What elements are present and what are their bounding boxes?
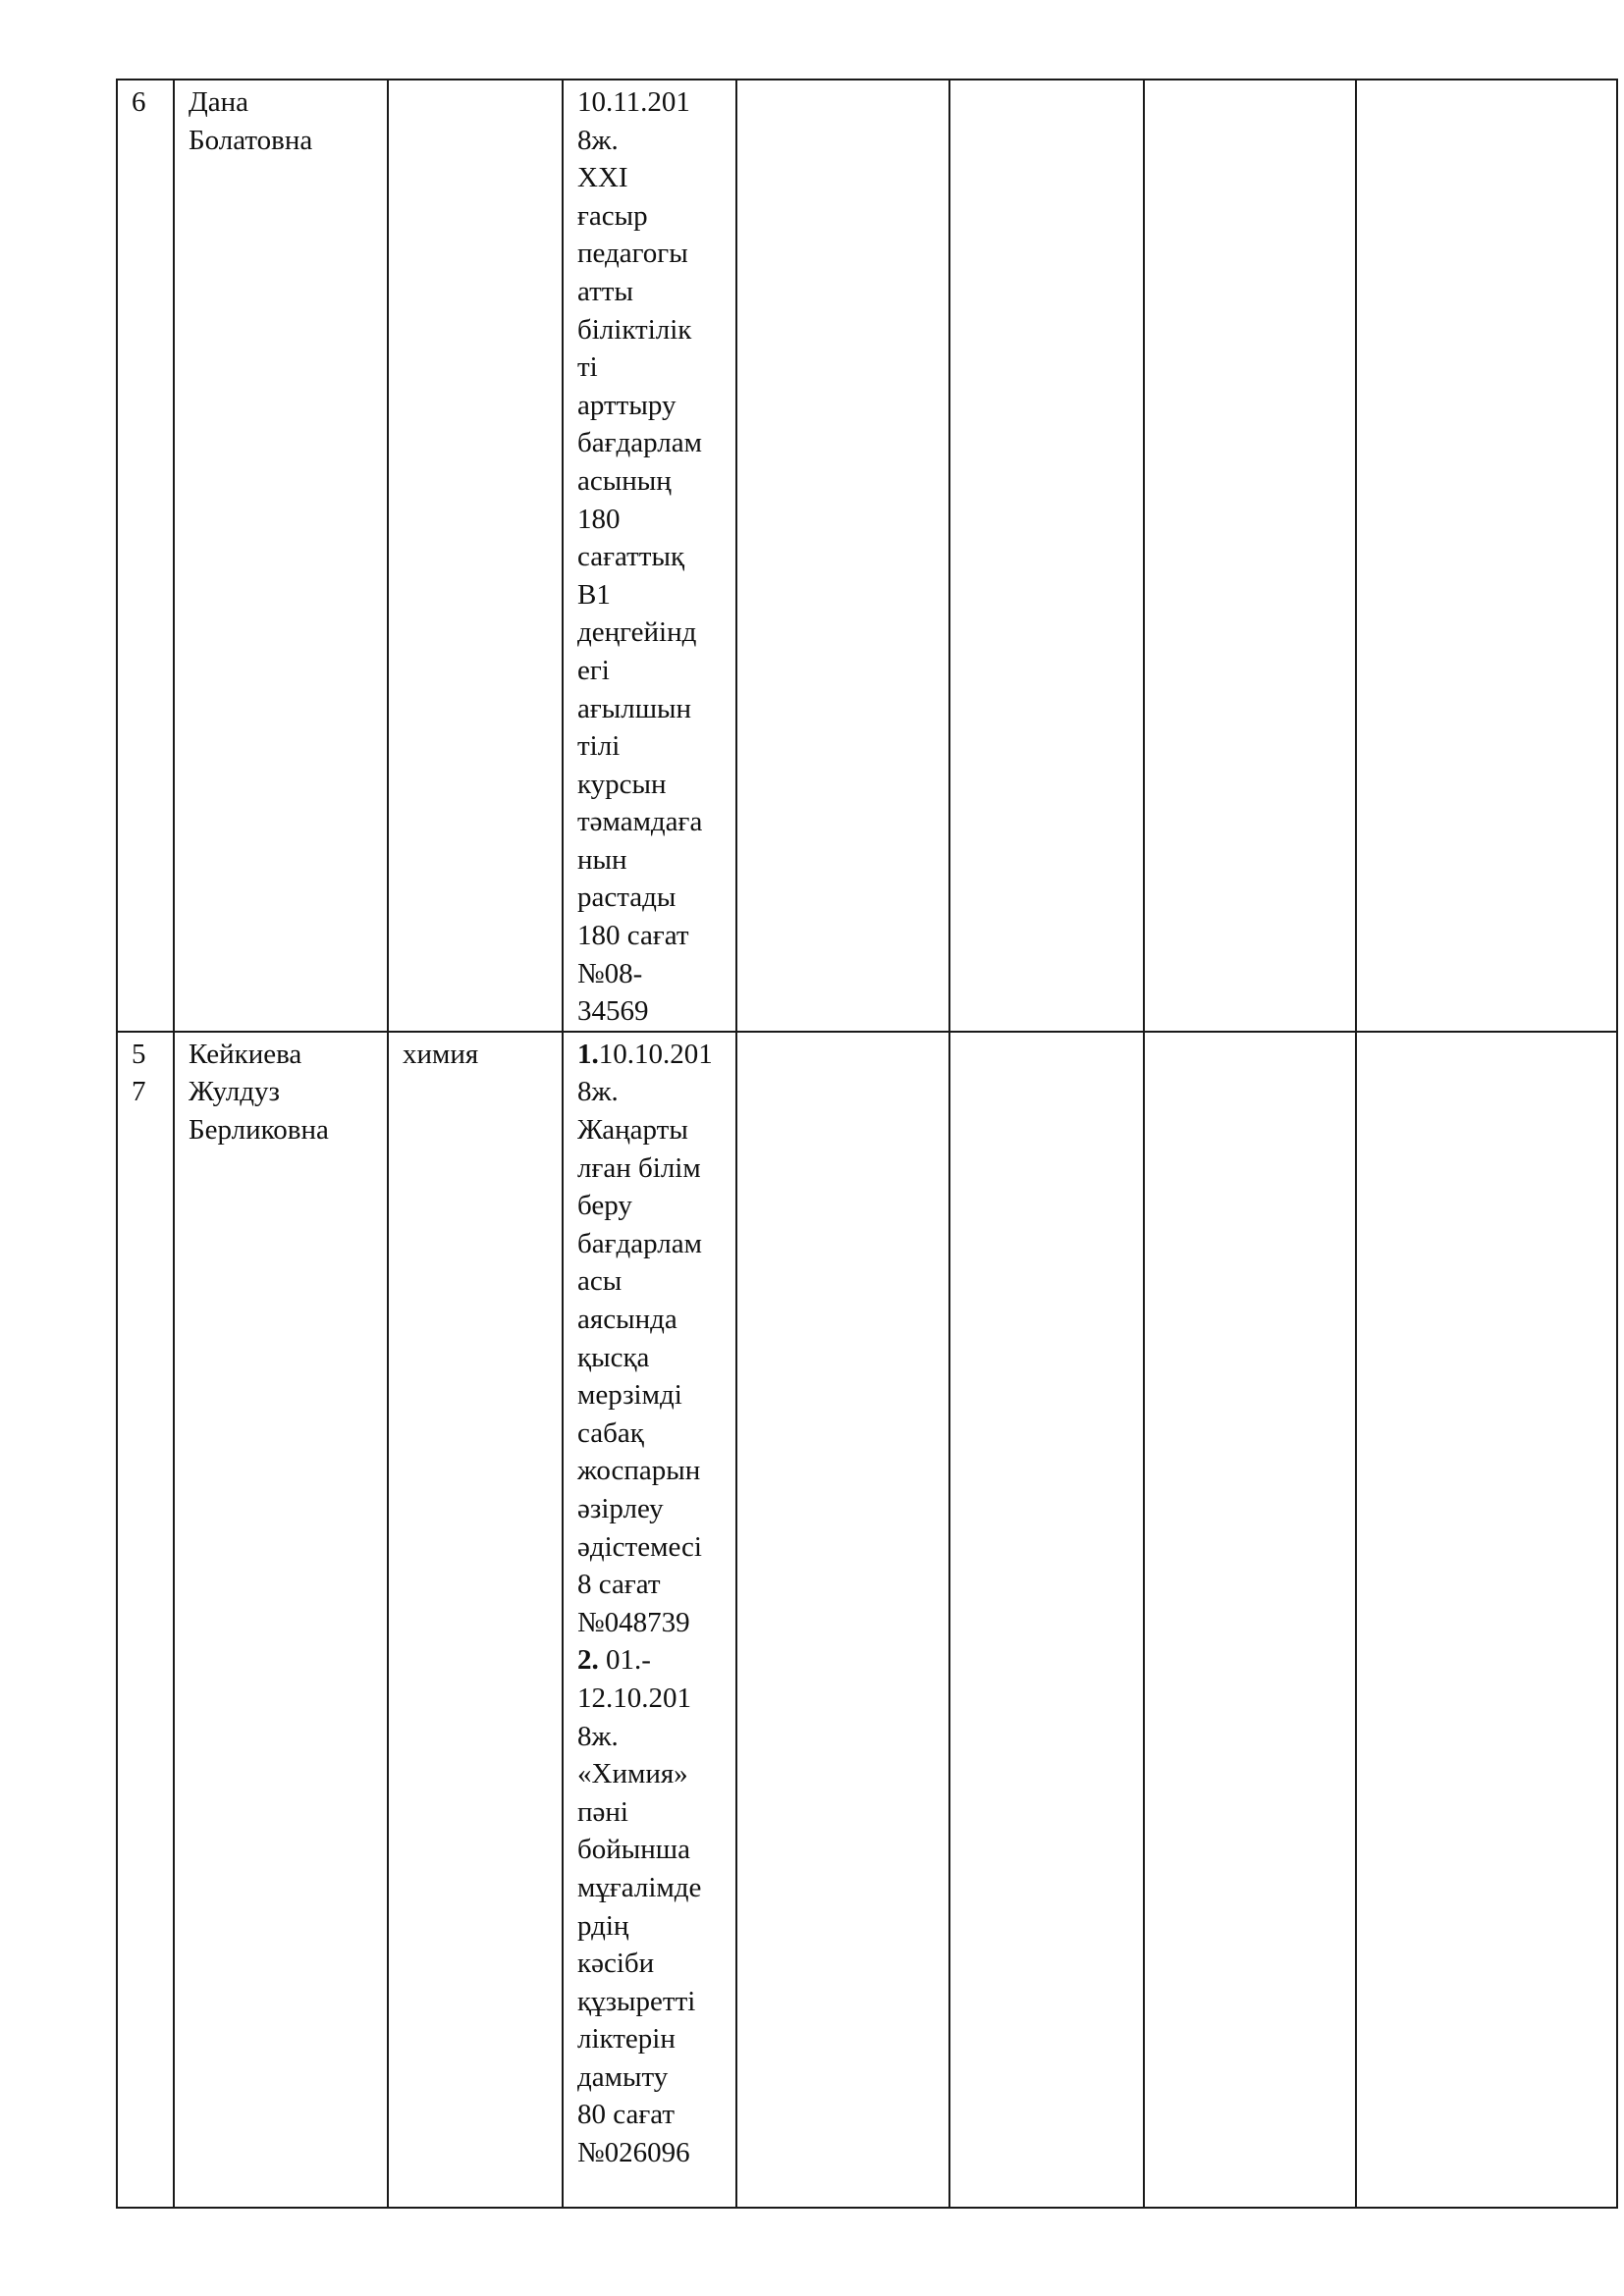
course-line: №048739	[577, 1606, 690, 1638]
empty-cell	[1144, 1032, 1356, 2208]
empty-cell	[949, 1032, 1144, 2208]
course-line	[577, 1641, 728, 1680]
teacher-name-line: Кейкиева	[189, 1038, 302, 1070]
courses-cell	[563, 80, 736, 1032]
course-line: мерзімді	[577, 1379, 682, 1412]
course-line: бағдарлам	[577, 427, 702, 459]
course-line	[577, 1036, 728, 1074]
course-line: №08-	[577, 957, 643, 989]
row-number-line: 7	[132, 1076, 146, 1108]
course-line: атты	[577, 275, 633, 307]
course-line: ліктерін	[577, 2023, 676, 2056]
courses-cell	[563, 1032, 736, 2208]
subject-text: химия	[403, 1038, 479, 1070]
course-line: 180 сағат	[577, 920, 689, 952]
course-line: қысқа	[577, 1341, 650, 1373]
course-line: тәмамдаға	[577, 806, 703, 838]
empty-cell	[1144, 80, 1356, 1032]
course-line: растады	[577, 881, 677, 914]
course-text: 10.10.201	[598, 1038, 713, 1070]
teachers-table	[116, 79, 1618, 2209]
teacher-name-cell	[174, 80, 388, 1032]
course-line: жоспарын	[577, 1455, 701, 1487]
row-number-line: 6	[132, 86, 146, 118]
row-number-cell	[117, 80, 174, 1032]
course-line: пәні	[577, 1795, 628, 1828]
empty-cell	[949, 80, 1144, 1032]
course-line: аясында	[577, 1304, 677, 1335]
course-text: 01.-	[598, 1644, 651, 1677]
empty-cell	[1356, 1032, 1617, 2208]
empty-cell	[736, 1032, 949, 2208]
course-line: сабақ	[577, 1416, 644, 1449]
empty-cell	[1356, 80, 1617, 1032]
course-line: тілі	[577, 730, 621, 763]
course-line: 10.11.201	[577, 86, 690, 118]
table-row	[117, 1032, 1617, 2208]
course-line: ағылшын	[577, 692, 692, 724]
course-line: бағдарлам	[577, 1227, 702, 1259]
course-number: 1.	[577, 1038, 599, 1070]
course-line: егі	[577, 654, 610, 686]
table-body	[117, 80, 1617, 2208]
course-line: дамыту	[577, 2060, 669, 2093]
subject-cell	[388, 1032, 563, 2208]
course-line: №026096	[577, 2137, 690, 2169]
course-line: арттыру	[577, 389, 677, 421]
course-line: бойынша	[577, 1834, 690, 1866]
course-line: құзыретті	[577, 1985, 696, 2017]
course-line: Жаңарты	[577, 1114, 688, 1147]
course-line: ті	[577, 351, 598, 384]
course-line: 12.10.201	[577, 1682, 691, 1714]
course-line: 8ж.	[577, 124, 619, 156]
course-line: 80 сағат	[577, 2099, 676, 2131]
teacher-name-line: Жулдуз	[189, 1076, 280, 1108]
course-line: беру	[577, 1190, 632, 1222]
course-line: 8ж.	[577, 1076, 619, 1108]
teacher-name-line: Дана	[189, 86, 249, 118]
course-line: нын	[577, 843, 627, 876]
course-line: педагогы	[577, 238, 688, 270]
course-line: әзірлеу	[577, 1492, 664, 1524]
course-line: сағаттық	[577, 541, 685, 573]
course-line: кәсіби	[577, 1948, 655, 1980]
row-number-line: 5	[132, 1038, 146, 1070]
course-line: асының	[577, 464, 672, 497]
course-line: XXI	[577, 162, 628, 194]
course-line: 8ж.	[577, 1720, 619, 1752]
course-line: мұғалімде	[577, 1871, 702, 1903]
course-line: курсын	[577, 768, 667, 800]
teacher-name-line: Берликовна	[189, 1114, 329, 1147]
course-line: асы	[577, 1265, 623, 1298]
teacher-name-cell	[174, 1032, 388, 2208]
course-number: 2.	[577, 1644, 599, 1677]
course-line: «Химия»	[577, 1758, 688, 1790]
table-row	[117, 80, 1617, 1032]
course-line: 34569	[577, 995, 649, 1028]
teacher-name-line: Болатовна	[189, 124, 313, 156]
course-line: ғасыр	[577, 199, 648, 232]
subject-cell	[388, 80, 563, 1032]
course-line: біліктілік	[577, 313, 692, 346]
course-line: лған білім	[577, 1151, 701, 1184]
empty-cell	[736, 80, 949, 1032]
course-line: деңгейінд	[577, 616, 697, 649]
row-number-cell	[117, 1032, 174, 2208]
course-line: рдің	[577, 1909, 629, 1942]
course-line: 180	[577, 503, 621, 535]
course-line: В1	[577, 578, 611, 611]
course-line: 8 сағат	[577, 1569, 661, 1601]
course-line: әдістемесі	[577, 1530, 702, 1563]
